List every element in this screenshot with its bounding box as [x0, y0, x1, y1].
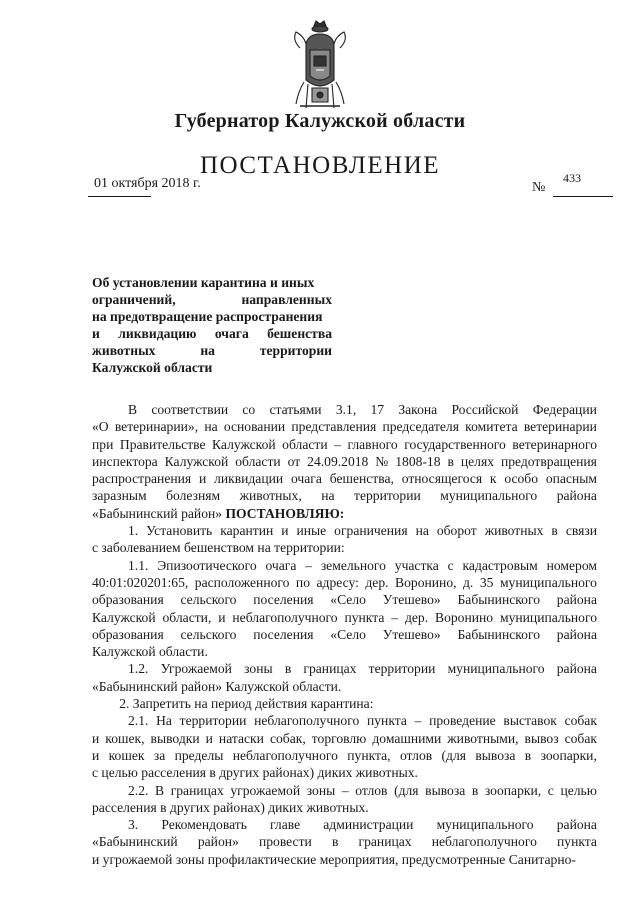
body-line: 3. Рекомендовать главе администрации муниципального района: [128, 817, 597, 833]
document-body: [92, 401, 597, 868]
kaluga-coat-of-arms-icon: [286, 18, 354, 118]
issuing-authority: Губернатор Калужской области: [174, 110, 466, 132]
document-date: 01 октября 2018 г.: [94, 176, 201, 191]
body-line: и кошек, выводки и натаски собак, торговлю домашними животными, вывоз собак: [92, 730, 597, 746]
subject-line: на предотвращение распространения: [92, 309, 323, 324]
body-line: 1.2. Угрожаемой зоны в границах территории муниципального района: [128, 661, 597, 677]
document-type-title: ПОСТАНОВЛЕНИЕ: [199, 152, 441, 179]
body-line: инспектора Калужской области от 24.09.2018 № 1808-18 в целях предотвращения: [92, 453, 597, 469]
body-line: распространения и ликвидации очага бешенства, относящегося к особо опасным: [92, 471, 597, 487]
body-line: «О ветеринарии», на основании представления председателя комитета ветеринарии: [92, 419, 597, 435]
body-line: 2.1. На территории неблагополучного пункта – проведение выставок собак: [128, 713, 597, 729]
body-line: и кошек за пределы неблагополучного пункта, отлов (для вывоза в зоопарки,: [92, 747, 597, 763]
document-number-label: №: [532, 180, 546, 195]
subject-line: ограничений, направленных: [92, 292, 332, 307]
document-subject: [92, 274, 332, 376]
body-line: Калужской области, и неблагополучного пункта – дер. Воронино муниципального: [92, 609, 597, 625]
body-line: «Бабынинский район» Калужской области.: [92, 678, 342, 694]
subject-line: животных на территории: [92, 343, 332, 358]
body-line: 2. Запретить на период действия карантина:: [92, 696, 374, 712]
body-line: 40:01:020201:65, расположенного по адресу: дер. Воронино, д. 35 муниципального: [92, 574, 597, 590]
document-number: 433: [563, 171, 581, 185]
body-line: «Бабынинский район» ПОСТАНОВЛЯЮ:: [92, 505, 345, 521]
body-line: образования сельского поселения «Село Утешево» Бабынинского района: [92, 626, 597, 642]
decree-keyword: ПОСТАНОВЛЯЮ:: [225, 505, 345, 521]
body-line: «Бабынинский район» провести в границах неблагополучного пункта: [92, 834, 597, 850]
body-line: В соответствии со статьями 3.1, 17 Закона Российской Федерации: [128, 402, 597, 417]
body-line: Калужской области.: [92, 644, 208, 660]
body-line: при Правительстве Калужской области – главного государственного ветеринарного: [92, 436, 597, 452]
body-line: 2.2. В границах угрожаемой зоны – отлов (для вывоза в зоопарки, с целью: [128, 782, 597, 798]
body-line: образования сельского поселения «Село Утешево» Бабынинского района: [92, 592, 597, 608]
body-line: расселения в других районах) диких животных.: [92, 799, 369, 815]
body-line: 1. Установить карантин и иные ограничения на оборот животных в связи: [128, 523, 597, 539]
subject-line: Об установлении карантина и иных: [92, 275, 315, 290]
body-line: 1.1. Эпизоотического очага – земельного участка с кадастровым номером: [128, 557, 597, 573]
subject-line: и ликвидацию очага бешенства: [92, 326, 332, 341]
body-line: с заболеванием бешенством на территории:: [92, 540, 345, 556]
body-line: и угрожаемой зоны профилактические мероприятия, предусмотренные Санитарно-: [92, 851, 576, 867]
body-line: заразным болезням животных, на территории муниципального района: [92, 488, 597, 504]
subject-line: Калужской области: [92, 360, 213, 375]
number-underline: [553, 196, 613, 197]
date-underline: [88, 196, 151, 197]
body-line: с целью расселения в других районах) диких животных.: [92, 765, 418, 781]
